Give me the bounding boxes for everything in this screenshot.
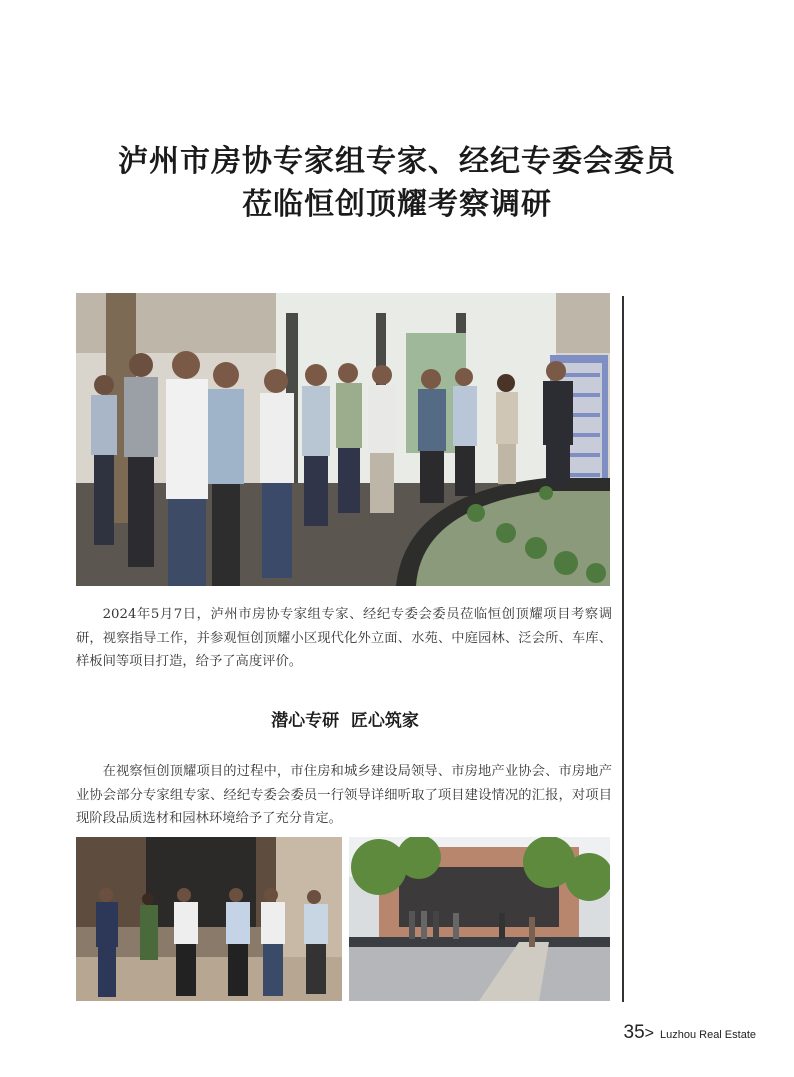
- article-title: [0, 140, 794, 226]
- footer-arrow: >: [644, 1025, 654, 1042]
- title-line-1: 泸州市房协专家组专家、经纪专委会委员: [118, 144, 676, 179]
- page-number: 35: [623, 1022, 645, 1043]
- paragraph-1: 2024年5月7日，泸州市房协专家组专家、经纪专委会委员莅临恒创顶耀项目考察调研，视察指导工作，并参观恒创顶耀小区现代化外立面、水苑、中庭园林、泛会所、车库、样板间等项目打造，给予了高度评价。: [76, 607, 612, 669]
- main-photo: [76, 293, 610, 586]
- bottom-left-photo: [76, 837, 342, 1001]
- bottom-right-photo: [349, 837, 610, 1001]
- vertical-rule: [622, 296, 624, 1002]
- page-footer: [624, 1022, 757, 1044]
- section-subheading: 潜心专研 匠心筑家: [271, 711, 419, 731]
- publication-name: Luzhou Real Estate: [659, 1029, 756, 1041]
- paragraph-2: 在视察恒创顶耀项目的过程中，市住房和城乡建设局领导、市房地产业协会、市房地产业协会部分专家组专家、经纪专委会委员一行领导详细听取了项目建设情况的汇报，对项目现阶段品质选材和园林环境给予了充分肯定。: [76, 764, 612, 826]
- title-line-2: 莅临恒创顶耀考察调研: [242, 187, 552, 222]
